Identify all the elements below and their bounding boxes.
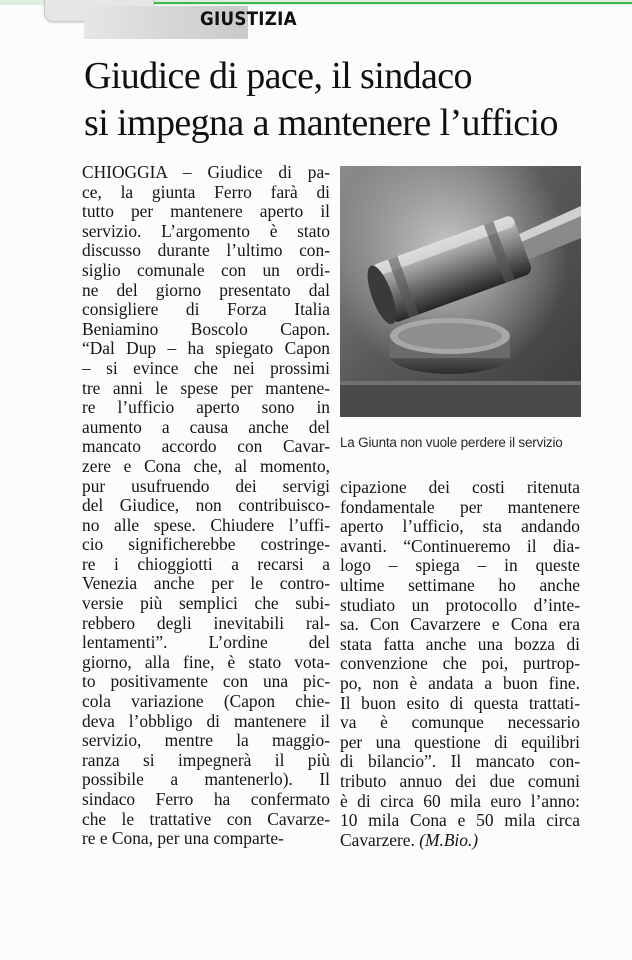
photo-caption: La Giunta non vuole perdere il servizio <box>340 435 563 450</box>
article-line: è di circa 60 mila euro l’anno: <box>340 790 580 811</box>
article-line: po, non è andata a buon fine. <box>340 672 580 693</box>
article-line: tre anni le spese per mantene- <box>82 377 330 398</box>
section-label: GIUSTIZIA <box>200 8 297 30</box>
article-line: va è comunque necessario <box>340 712 580 733</box>
article-line: ne del giorno presentato dal <box>82 279 330 300</box>
author-byline: (M.Bio.) <box>419 829 479 850</box>
headline-line: Giudice di pace, il sindaco <box>84 55 472 97</box>
judge-gavel-icon <box>340 166 581 417</box>
article-line: lentamenti”. L’ordine del <box>82 632 330 653</box>
headline <box>84 53 604 147</box>
article-line: avanti. “Continueremo il dia- <box>340 535 580 556</box>
article-line: ultime settimane ho anche <box>340 574 580 595</box>
article-line: convenzione che poi, purtrop- <box>340 653 580 674</box>
article-line: logo – spiega – in queste <box>340 555 580 576</box>
article-line: Beniamino Boscolo Capon. <box>82 318 330 339</box>
article-line <box>340 831 580 851</box>
article-line: servizio, mentre la maggio- <box>82 730 330 751</box>
article-line: deva l’obbligo di mantenere il <box>82 710 330 731</box>
article-line: CHIOGGIA – Giudice di pa- <box>82 162 330 182</box>
article-line: cio significherebbe costringe- <box>82 534 330 555</box>
article-line: servizio. L’argomento è stato <box>82 220 330 241</box>
article-line: del Giudice, non contribuisco- <box>82 495 330 516</box>
article-column-2 <box>340 478 580 850</box>
article-line: che le trattative con Cavarze- <box>82 808 330 829</box>
article-line: Il buon esito di questa trattati- <box>340 692 580 713</box>
article-line: siglio comunale con un ordi- <box>82 259 330 280</box>
article-line: discusso durante l’ultimo con- <box>82 240 330 261</box>
article-closing-text: Cavarzere. <box>340 829 415 850</box>
article-line: to positivamente con una pic- <box>82 671 330 692</box>
headline-line: si impegna a mantenere l’ufficio <box>84 102 558 144</box>
article-line: stata fatta anche una bozza di <box>340 633 580 654</box>
article-line: giorno, alla fine, è stato vota- <box>82 651 330 672</box>
article-line: rebbero degli inevitabili ral- <box>82 612 330 633</box>
article-line: no alle spese. Chiudere l’uffi- <box>82 514 330 535</box>
article-line: zere e Cona che, al momento, <box>82 455 330 476</box>
article-line: cipazione dei costi ritenuta <box>340 477 580 497</box>
article-line: mancato accordo con Cavar- <box>82 436 330 457</box>
article-line: Venezia anche per le contro- <box>82 573 330 594</box>
article-line: re l’ufficio aperto sono in <box>82 397 330 418</box>
article-line: consigliere di Forza Italia <box>82 299 330 320</box>
article-photo <box>340 166 581 417</box>
article-line: pur usufruendo dei servigi <box>82 475 330 496</box>
article-line: tutto per mantenere aperto il <box>82 201 330 222</box>
article-line: – si evince che nei prossimi <box>82 357 330 378</box>
article-line: “Dal Dup – ha spiegato Capon <box>82 338 330 359</box>
article-line: di bilancio”. Il mancato con- <box>340 751 580 772</box>
article-line: possibile a mantenerlo). Il <box>82 769 330 790</box>
article-line: per una questione di equilibri <box>340 731 580 752</box>
article-line: ranza si impegnerà il più <box>82 749 330 770</box>
article-line: aperto l’ufficio, sta andando <box>340 516 580 537</box>
article-line: sa. Con Cavarzere e Cona era <box>340 614 580 635</box>
article-line: sindaco Ferro ha confermato <box>82 789 330 809</box>
article-line: studiato un protocollo d’inte- <box>340 594 580 615</box>
article-line: cola variazione (Capon chie- <box>82 691 330 712</box>
article-line: versie più semplici che subi- <box>82 593 330 614</box>
article-line: aumento a causa anche del <box>82 416 330 437</box>
article-column-1 <box>82 163 330 849</box>
article-line: re i chioggiotti a recarsi a <box>82 553 330 574</box>
article-line: tributo annuo dei due comuni <box>340 770 580 791</box>
article-line: ce, la giunta Ferro farà di <box>82 181 330 202</box>
article-line: 10 mila Cona e 50 mila circa <box>340 810 580 831</box>
article-line: re e Cona, per una comparte- <box>82 828 284 849</box>
article-line: fondamentale per mantenere <box>340 496 580 517</box>
